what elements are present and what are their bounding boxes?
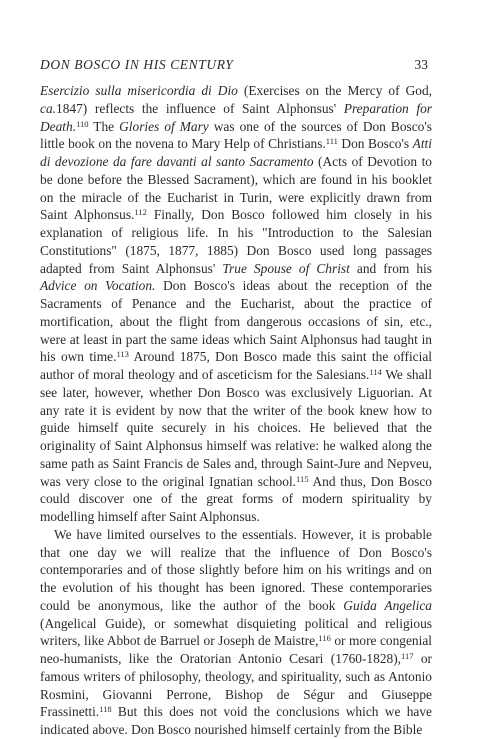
footnote-ref: 112 (134, 207, 147, 218)
italic-title: Guida Angelica (343, 597, 432, 613)
text-run: (Acts of Devotion to be done before the Blessed Sacrament), which are found in his booklet on the miracle of the Eucharist in Turin, were explicitly drawn from Saint Alphonsus. (40, 154, 432, 223)
paragraph (40, 526, 432, 739)
italic-title: True Spouse of Christ (222, 260, 350, 276)
italic-title: Glories of Mary (119, 118, 209, 134)
italic-title: Esercizio sulla misericordia di Dio (40, 83, 238, 98)
text-run: (Angelical Guide), or somewhat disquieting political and religious writers, like Abbot de Barruel or Joseph de Maistre, (40, 615, 432, 649)
text-run: or more congenial neo-humanists, like the Oratorian Antonio Cesari (1760-1828), (40, 633, 432, 666)
text-run: Don Bosco's ideas about the reception of the Sacraments of Penance and the Eucharist, about the practice of mortification, about the flight from dangerous occasions of sin, etc., were at least in part the same ideas which Saint Alphonsus had taught in his own time. (40, 278, 433, 365)
text-run: And thus, Don Bosco could discover one of the great forms of modern spirituality by modelling himself after Saint Alphonsus. (40, 473, 432, 524)
text-run: The (88, 118, 120, 134)
footnote-ref: 117 (401, 651, 414, 661)
footnote-ref: 114 (369, 367, 382, 377)
text-run: We have limited ourselves to the essentials. However, it is probable that one day we will realize that the influence of Don Bosco's contemporaries and of those slightly before him on his writings and on the evolution of his thought has been ignored. These contemporaries could be anonymous, like the author of the book (40, 526, 432, 613)
text-run: But this does not void the conclusions which we have indicated above. Don Bosco nourished himself certainly from the Bible (40, 704, 432, 737)
footnote-ref: 110 (76, 118, 89, 129)
text-run: (Exercises on the Mercy of God, (237, 83, 432, 98)
text-run: We shall see later, however, whether Don Bosco was exclusively Liguorian. At any rate it is evident by now that the writer of the book knew how to guide himself quite securely in his choices. He believed that the originality of Saint Alphonsus himself was relative: he walked along the same path as Saint Francis de Sales and, through Saint-Jure and Nepveu, was very close to the original Ignatian school. (40, 367, 432, 489)
footnote-ref: 111 (325, 136, 338, 147)
footnote-ref: 115 (296, 473, 309, 484)
running-title: DON BOSCO IN HIS CENTURY (40, 57, 234, 72)
text-run: Don Bosco's (337, 136, 413, 152)
footnote-ref: 113 (116, 349, 129, 360)
text-run: 1847) reflects the influence of Saint Alphonsus' (56, 100, 344, 116)
italic-title: Preparation for Death. (40, 100, 432, 134)
footnote-ref: 118 (99, 704, 112, 715)
italic-title: ca. (40, 100, 56, 116)
page-number: 33 (414, 57, 428, 72)
text-run: was one of the sources of Don Bosco's little book on the novena to Mary Help of Christians. (40, 118, 432, 152)
italic-title: Advice on Vocation. (40, 278, 156, 294)
body-text (40, 82, 432, 739)
text-run: Finally, Don Bosco followed him closely in his explanation of religious life. In his "Introduction to the Salesian Constitutions" (1875, 1877, 1885) Don Bosco used long passages adapted from Saint Alphonsus' (40, 207, 432, 276)
page-header (40, 57, 428, 73)
paragraph (40, 82, 432, 526)
italic-title: Atti di devozione da fare davanti al santo Sacramento (40, 136, 432, 169)
text-run: and from his (349, 260, 432, 276)
text-run: Around 1875, Don Bosco made this saint the official author of moral theology and of asceticism for the Salesians. (40, 349, 432, 382)
text-run: or famous writers of philosophy, theology, and spirituality, such as Antonio Rosmini, Giovanni Perrone, Bishop de Ségur and Giuseppe Frassinetti. (40, 651, 432, 720)
footnote-ref: 116 (318, 633, 331, 644)
